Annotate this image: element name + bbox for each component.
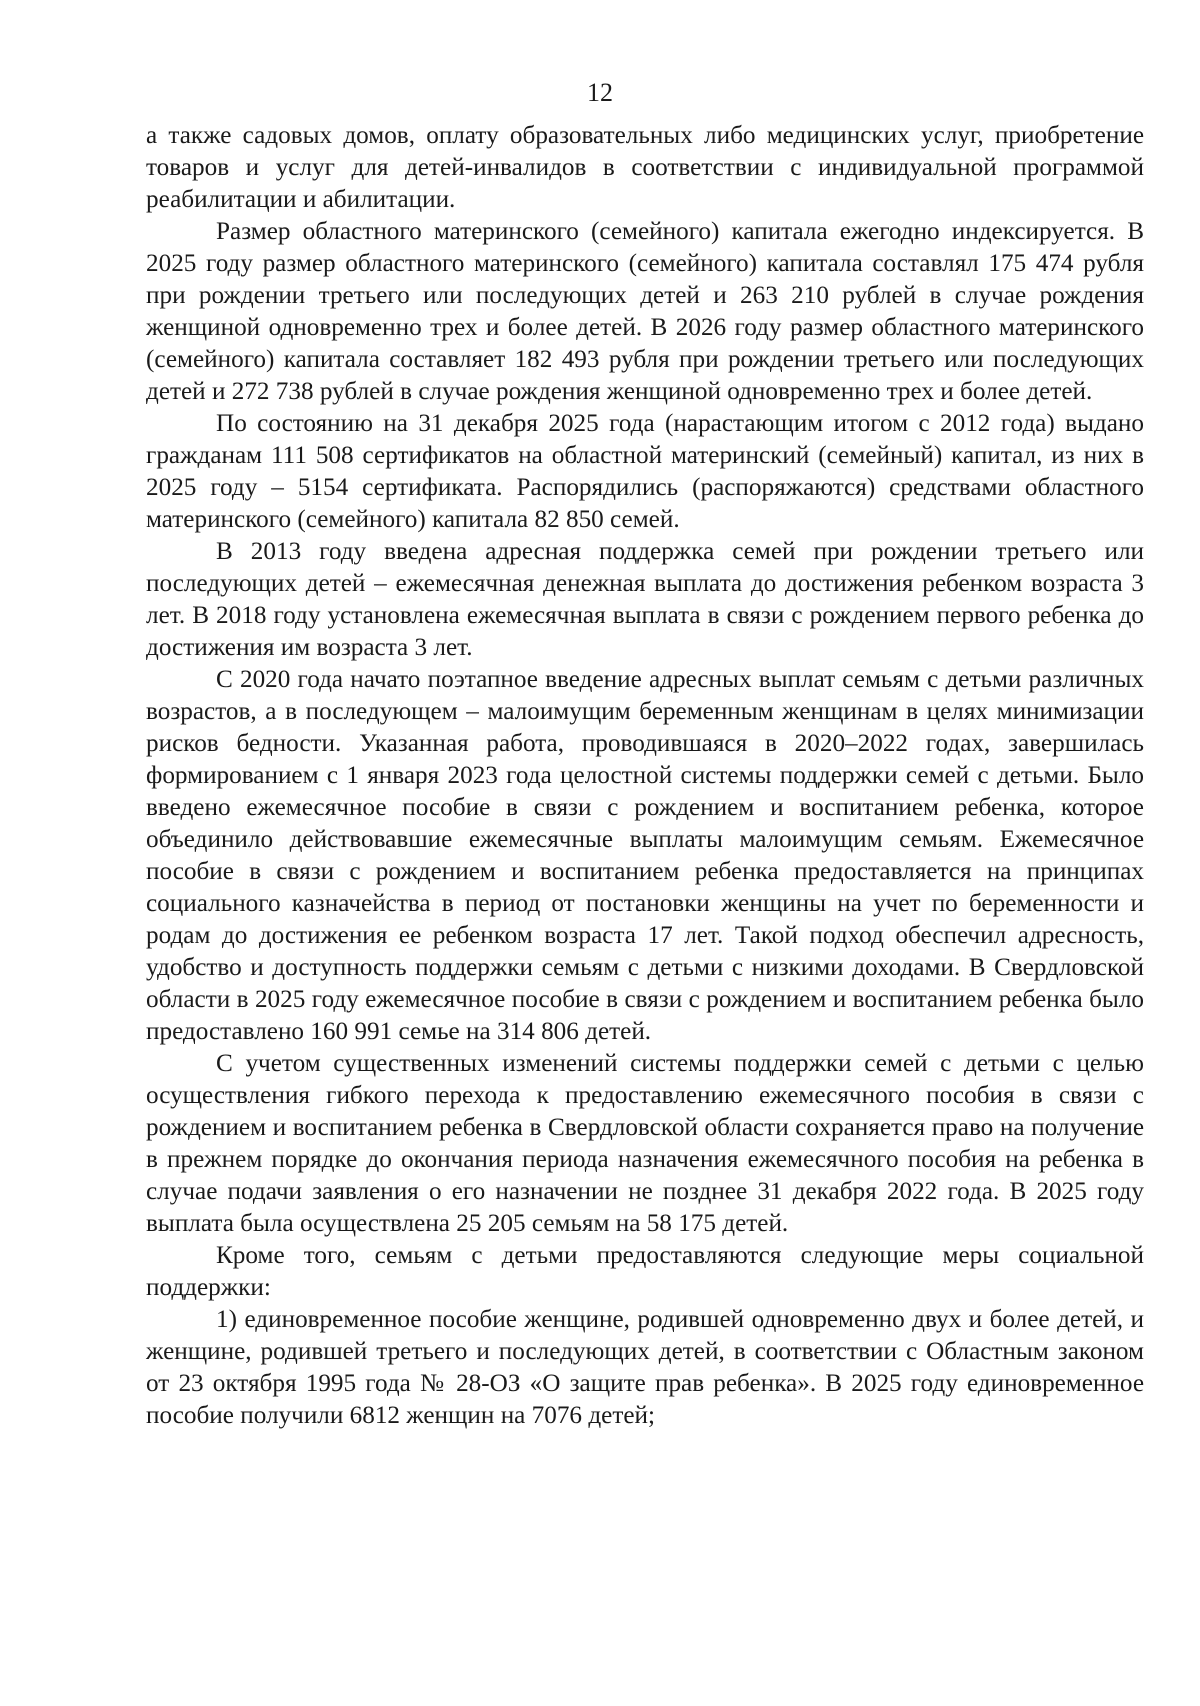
paragraph-other-measures: Кроме того, семьям с детьми предоставляются следующие меры социальной поддержки: <box>146 1242 1144 1301</box>
paragraph-targeted-payments: С 2020 года начато поэтапное введение адресных выплат семьям с детьми различных возрастов, а в последующем – малоимущим беременным женщинам в целях минимизации рисков бедности. Указанная работа, проводившаяся в 2020–2022 годах, завершилась формированием с 1 января 2023 года целостной системы поддержки семей с детьми. Было введено ежемесячное пособие в связи с рождением и воспитанием ребенка, которое объединило действовавшие ежемесячные выплаты малоимущим семьям. Ежемесячное пособие в связи с рождением и воспитанием ребенка предоставляется на принципах социального казначейства в период от постановки женщины на учет по беременности и родам до достижения ее ребенком возраста 17 лет. Такой подход обеспечил адресность, удобство и доступность поддержки семьям с детьми с низкими доходами. В Свердловской области в 2025 году ежемесячное пособие в связи с рождением и воспитанием ребенка было предоставлено 160 991 семье на 314 806 детей. <box>146 666 1144 1045</box>
paragraph-certificates: По состоянию на 31 декабря 2025 года (нарастающим итогом с 2012 года) выдано гражданам 111 508 сертификатов на областной материнский (семейный) капитал, из них в 2025 году – 5154 сертификата. Распорядились (распоряжаются) средствами областного материнского (семейного) капитала 82 850 семей. <box>146 410 1144 533</box>
page-number: 12 <box>587 78 613 107</box>
paragraph-list-item-1: 1) единовременное пособие женщине, родившей одновременно двух и более детей, и женщине, родившей третьего и последующих детей, в соответствии с Областным законом от 23 октября 1995 года № 28-ОЗ «О защите прав ребенка». В 2025 году единовременное пособие получили 6812 женщин на 7076 детей; <box>146 1306 1144 1429</box>
paragraph-monthly-payment: В 2013 году введена адресная поддержка семей при рождении третьего или последующих детей – ежемесячная денежная выплата до достижения ребенком возраста 3 лет. В 2018 году установлена ежемесячная выплата в связи с рождением первого ребенка до достижения им возраста 3 лет. <box>146 538 1144 661</box>
paragraph-transition: С учетом существенных изменений системы поддержки семей с детьми с целью осуществления гибкого перехода к предоставлению ежемесячного пособия в связи с рождением и воспитанием ребенка в Свердловской области сохраняется право на получение в прежнем порядке до окончания периода назначения ежемесячного пособия на ребенка в случае подачи заявления о его назначении не позднее 31 декабря 2022 года. В 2025 году выплата была осуществлена 25 205 семьям на 58 175 детей. <box>146 1050 1144 1237</box>
paragraph-capital-size: Размер областного материнского (семейного) капитала ежегодно индексируется. В 2025 году размер областного материнского (семейного) капитала составлял 175 474 рубля при рождении третьего или последующих детей и 263 210 рублей в случае рождения женщиной одновременно трех и более детей. В 2026 году размер областного материнского (семейного) капитала составляет 182 493 рубля при рождении третьего или последующих детей и 272 738 рублей в случае рождения женщиной одновременно трех и более детей. <box>146 218 1144 405</box>
paragraph-continuation: а также садовых домов, оплату образовательных либо медицинских услуг, приобретение товаров и услуг для детей-инвалидов в соответствии с индивидуальной программой реабилитации и абилитации. <box>146 122 1144 213</box>
document-body <box>146 120 1144 1432</box>
